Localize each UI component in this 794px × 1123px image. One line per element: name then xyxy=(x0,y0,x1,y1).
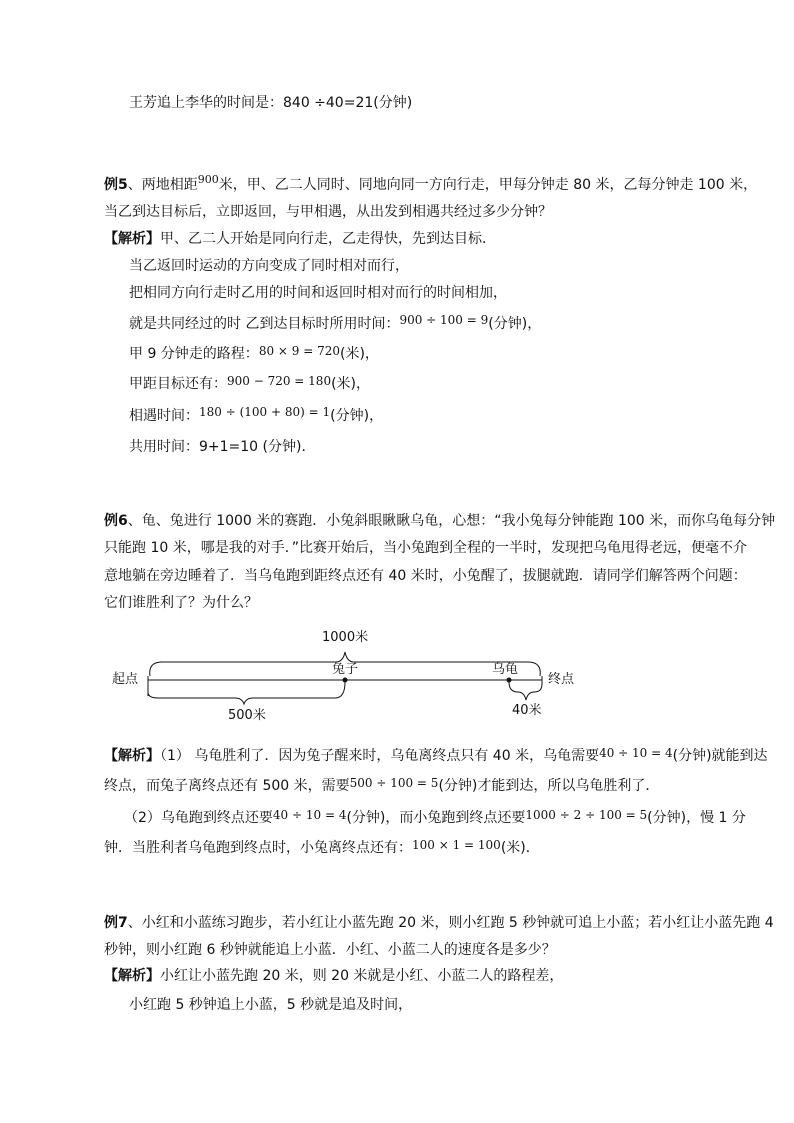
text-segment: (米)， xyxy=(340,346,379,362)
text-line xyxy=(129,93,412,113)
text-segment: 小红跑 5 秒钟追上小蓝，5 秒就是追及时间， xyxy=(129,997,413,1013)
text-segment: 把相同方向行走时乙用的时间和返回时相对而行的时间相加， xyxy=(129,285,507,301)
text-segment: 就是共同经过的时 乙到达目标时所用时间： xyxy=(129,316,400,332)
solution-step xyxy=(129,437,315,457)
example-6-question-line-2 xyxy=(104,538,747,558)
text-segment: (分钟)，而小兔跑到终点还要 xyxy=(346,810,526,826)
formula: 900 − 720 = 180 xyxy=(227,374,332,388)
example-6-question-line-4 xyxy=(104,593,258,613)
formula: 80 × 9 = 720 xyxy=(258,344,340,358)
example-6-analysis-line-1 xyxy=(104,746,768,766)
end-label: 终点 xyxy=(548,672,575,687)
text-segment: 米，甲、乙二人同时、同地向同一方向行走，甲每分钟走 80 米，乙每分钟走 100 米， xyxy=(218,177,758,193)
text-line-content: 王芳追上李华的时间是：840 ÷40=21(分钟) xyxy=(129,95,413,111)
example-6-question-line-1 xyxy=(104,511,775,531)
solution-step xyxy=(129,344,379,364)
text-segment: 小红让小蓝先跑 20 米，则 20 米就是小红、小蓝二人的路程差， xyxy=(160,968,564,984)
text-segment: 终点，而兔子离终点还有 500 米，需要 xyxy=(104,778,350,794)
example-5-question-line-1 xyxy=(104,175,757,196)
text-segment: 、小红和小蓝练习跑步，若小红让小蓝先跑 20 米，则小红跑 5 秒钟就可追上小蓝；若小红让小蓝先跑 4 xyxy=(127,915,774,931)
text-segment: (分钟)就能到达 xyxy=(672,748,768,764)
solution-step xyxy=(129,256,409,276)
example-6-question-line-3 xyxy=(104,566,747,586)
text-segment: (米)． xyxy=(500,840,540,856)
remain-brace xyxy=(509,682,542,700)
formula: 900 ÷ 100 = 9 xyxy=(399,313,489,327)
solution-step xyxy=(129,374,370,394)
formula: 1000 ÷ 2 ÷ 100 = 5 xyxy=(525,808,648,822)
text-segment: （2）乌龟跑到终点还要 xyxy=(124,810,273,826)
turtle-point xyxy=(507,678,512,683)
remain-label: 40米 xyxy=(512,703,542,718)
solution-step xyxy=(129,314,541,334)
start-label: 起点 xyxy=(112,672,139,687)
text-segment: 当乙到达目标后，立即返回，与甲相遇，从出发到相遇共经过多少分钟？ xyxy=(104,204,552,220)
example-7-question-line-1 xyxy=(104,913,774,933)
text-segment: (分钟)，慢 1 分 xyxy=(647,810,746,826)
text-segment: (分钟)， xyxy=(330,408,384,424)
text-segment: 甲 9 分钟走的路程： xyxy=(129,346,259,362)
text-segment: 钟．当胜利者乌龟跑到终点时，小兔离终点还有： xyxy=(104,840,412,856)
text-segment: 只能跑 10 米，哪是我的对手．”比赛开始后，当小兔跑到全程的一半时，发现把乌龟甩得老远，便毫不介 xyxy=(104,540,747,556)
text-segment: 甲、乙二人开始是同向行走，乙走得快，先到达目标． xyxy=(160,231,496,247)
formula: 180 ÷ (100 + 80) = 1 xyxy=(199,405,331,419)
half-brace xyxy=(148,682,345,704)
text-segment: （1） 乌龟胜利了．因为兔子醒来时，乌龟离终点只有 40 米，乌龟需要 xyxy=(160,748,600,764)
race-line-diagram xyxy=(140,646,550,710)
example-6-analysis-line-3 xyxy=(124,808,746,828)
text-segment: (分钟)， xyxy=(488,316,542,332)
example-6-analysis-line-2 xyxy=(104,776,659,796)
example-5-question-line-2 xyxy=(104,202,552,222)
text-segment: 、龟、兔进行 1000 米的赛跑．小兔斜眼瞅瞅乌龟，心想：“我小兔每分钟能跑 100 米，而你乌龟每分钟 xyxy=(127,513,776,529)
text-segment: 、两地相距 xyxy=(127,177,198,193)
rabbit-point xyxy=(343,678,348,683)
example-label: 例6 xyxy=(104,513,128,529)
text-segment: 共用时间：9+1=10 (分钟)． xyxy=(129,439,316,455)
text-segment: 意地躺在旁边睡着了．当乌龟跑到距终点还有 40 米时，小兔醒了，拔腿就跑．请同学们解答两个问题： xyxy=(104,568,747,584)
rabbit-label: 兔子 xyxy=(332,662,359,677)
text-segment: (米)， xyxy=(331,376,371,392)
half-label: 500米 xyxy=(228,708,266,723)
text-segment: 它们谁胜利了？为什么？ xyxy=(104,595,258,611)
analysis-label: 【解析】 xyxy=(104,748,160,764)
example-7-analysis-header xyxy=(104,966,563,986)
formula: 40 ÷ 10 = 4 xyxy=(599,746,673,760)
solution-step xyxy=(129,995,412,1015)
example-label: 例5 xyxy=(104,177,128,193)
analysis-label: 【解析】 xyxy=(104,968,160,984)
figure-total-label: 1000米 xyxy=(322,630,369,645)
text-segment: (分钟)才能到达，所以乌龟胜利了． xyxy=(438,778,660,794)
formula-number: 900 xyxy=(197,173,219,186)
text-segment: 秒钟，则小红跑 6 秒钟就能追上小蓝．小红、小蓝二人的速度各是多少？ xyxy=(104,942,556,958)
example-label: 例7 xyxy=(104,915,128,931)
formula: 500 ÷ 100 = 5 xyxy=(349,776,439,790)
solution-step xyxy=(129,283,507,303)
turtle-label: 乌龟 xyxy=(492,662,519,677)
example-5-analysis-header xyxy=(104,229,496,249)
formula: 100 × 1 = 100 xyxy=(412,838,501,852)
analysis-label: 【解析】 xyxy=(104,231,160,247)
solution-step xyxy=(129,406,383,426)
example-7-question-line-2 xyxy=(104,940,556,960)
text-segment: 甲距目标还有： xyxy=(129,376,227,392)
text-segment: 相遇时间： xyxy=(129,408,199,424)
formula: 40 ÷ 10 = 4 xyxy=(272,808,347,822)
example-6-analysis-line-4 xyxy=(104,838,540,858)
text-segment: 当乙返回时运动的方向变成了同时相对而行， xyxy=(129,258,409,274)
